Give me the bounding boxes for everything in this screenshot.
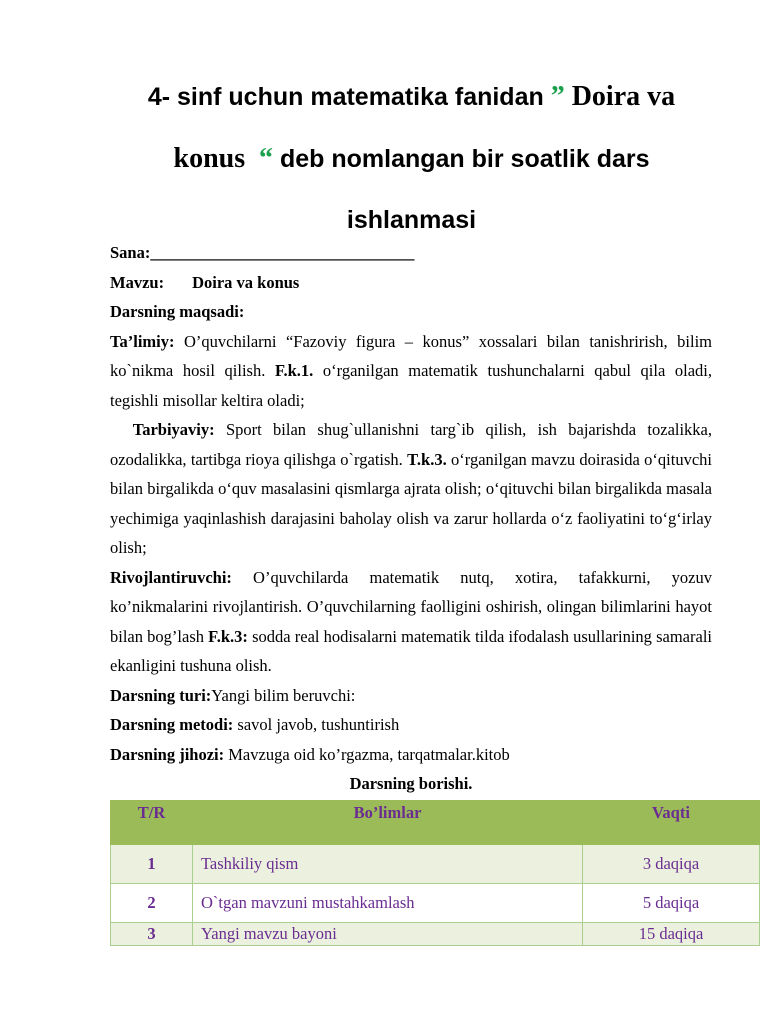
mavzu-value: Doira va konus	[192, 272, 300, 292]
borishi-heading: Darsning borishi.	[349, 774, 473, 793]
title-quote-close: “	[259, 143, 274, 174]
title-quote-open: ”	[550, 81, 565, 112]
mavzu-label: Mavzu:	[110, 272, 165, 292]
sana-blank: ________________________________	[150, 243, 415, 262]
row-time: 5 daqiqa	[583, 884, 760, 923]
header-vaqti: Vaqti	[583, 801, 760, 845]
title-part1: 4- sinf uchun matematika fanidan	[147, 83, 551, 111]
title-part2: deb nomlangan bir soatlik dars	[273, 145, 650, 173]
row-section: Yangi mavzu bayoni	[193, 923, 583, 946]
tarbiyaviy-label: Tarbiyaviy:	[132, 420, 215, 439]
maqsad-heading: Darsning maqsadi:	[110, 302, 245, 321]
talimiy-paragraph: Ta’limiy: O’quvchilarni “Fazoviy figura – konus” xossalari bilan tanishrirish, bilim ko`nikma hosil qilish. F.k.1. o‘rganilgan matematik tushunchalarni qabul qila oladi, tegishli misollar keltira oladi;	[110, 331, 712, 410]
turi-line	[110, 681, 712, 711]
title-line3: ishlanmasi	[346, 206, 477, 234]
jihozi-value: Mavzuga oid ko’rgazma, tarqatmalar.kitob	[224, 744, 510, 764]
row-time: 3 daqiqa	[583, 845, 760, 884]
row-number: 3	[111, 923, 193, 946]
row-section: Tashkiliy qism	[193, 845, 583, 884]
turi-value: Yangi bilim beruvchi:	[211, 685, 356, 705]
row-number: 2	[111, 884, 193, 923]
tarbiyaviy-code: T.k.3.	[407, 449, 447, 469]
sana-line	[110, 238, 712, 268]
table-header-row	[111, 801, 760, 845]
metodi-value: savol javob, tushuntirish	[233, 715, 400, 734]
table-row	[111, 923, 760, 946]
row-time: 15 daqiqa	[583, 923, 760, 946]
document-body	[110, 238, 712, 799]
talimiy-label: Ta’limiy:	[110, 331, 175, 351]
mavzu-line	[110, 268, 712, 298]
header-tr: T/R	[111, 801, 193, 845]
title-topic2: konus	[173, 143, 246, 174]
table-row	[111, 884, 760, 923]
lesson-plan-table	[110, 800, 760, 946]
document-title	[110, 66, 713, 251]
rivojlantiruvchi-code: F.k.3:	[208, 626, 248, 646]
talimiy-code: F.k.1.	[274, 361, 314, 380]
header-bolimlar: Bo’limlar	[193, 801, 583, 845]
metodi-line	[110, 710, 712, 740]
table-row	[111, 845, 760, 884]
turi-label: Darsning turi:	[110, 685, 212, 705]
metodi-label: Darsning metodi:	[110, 715, 234, 734]
title-topic1: Doira va	[564, 81, 676, 112]
rivojlantiruvchi-paragraph: Rivojlantiruvchi: O’quvchilarda matematik nutq, xotira, tafakkurni, yozuv ko’nikmalarini rivojlantirish. O’quvchilarning faolligini oshirish, olingan bilimlarini hayot bilan bog’lash F.k.3: sodda real hodisalarni matematik tilda ifodalash usullarining samarali ekanligini tushuna olish.	[110, 567, 712, 675]
sana-label: Sana:	[110, 243, 151, 262]
jihozi-label: Darsning jihozi:	[110, 744, 225, 764]
jihozi-line	[110, 740, 712, 770]
row-number: 1	[111, 845, 193, 884]
tarbiyaviy-paragraph: Tarbiyaviy: Sport bilan shug`ullanishni targ`ib qilish, ish bajarishda tozalikka, ozodalikka, tartibga rioya qilishga o`rgatish. T.k.3. o‘rganilgan mavzu doirasida o‘qituvchi bilan birgalikda o‘quv masalasini qismlarga ajrata olish; o‘qituvchi bilan birgalikda masala yechimiga yaqinlashish darajasini baholay olish va zarur hollarda o‘z faoliyatini to‘g‘irlay olish;	[110, 420, 713, 557]
row-section: O`tgan mavzuni mustahkamlash	[193, 884, 583, 923]
rivojlantiruvchi-label: Rivojlantiruvchi:	[110, 567, 232, 587]
